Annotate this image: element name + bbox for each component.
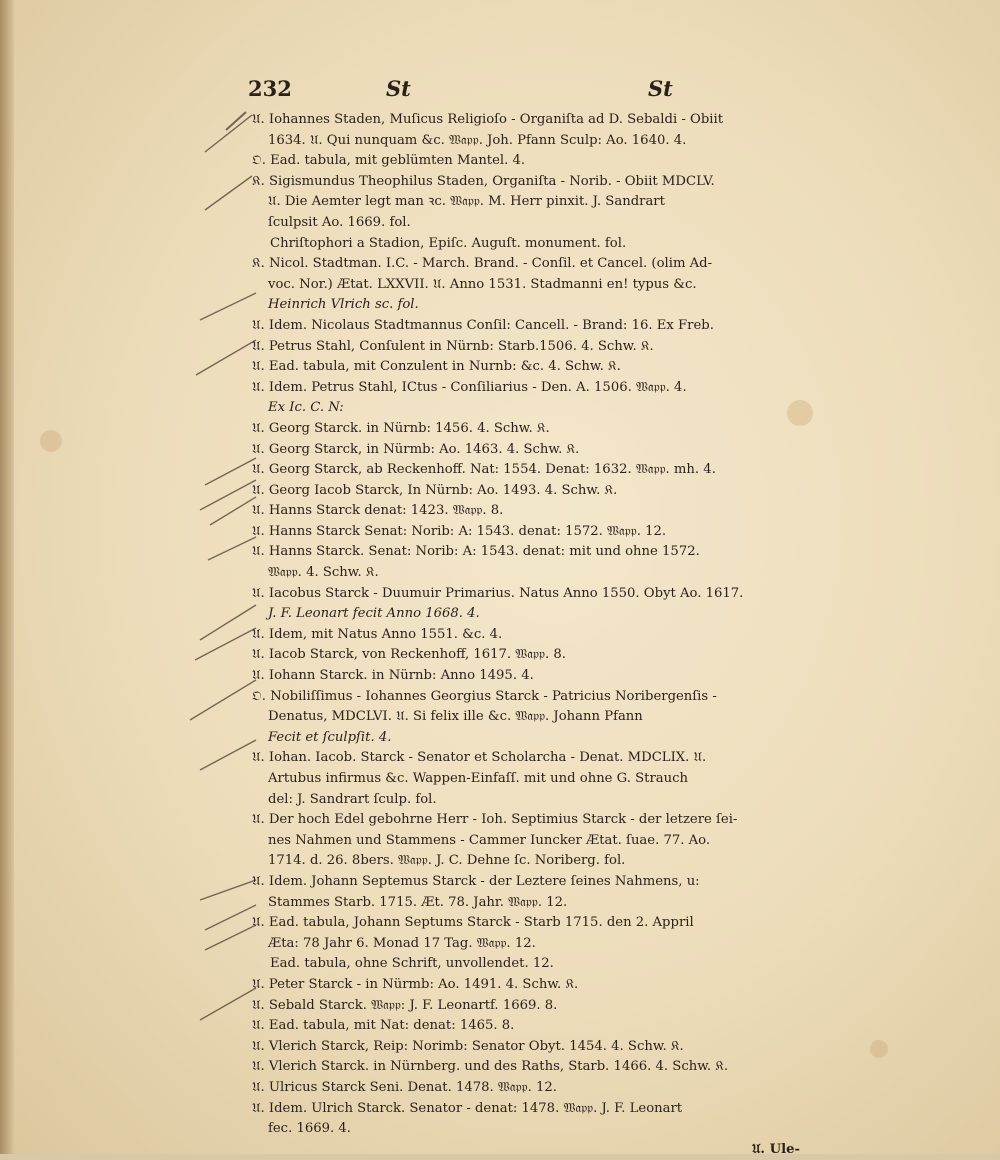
- page-number: 232: [248, 76, 292, 101]
- text-line: 𝔘. Iacob Starck, von Reckenhoff, 1617. 𝔚𝔞𝔭𝔭. 8.: [252, 647, 566, 663]
- text-line: 1714. d. 26. 8bers. 𝔚𝔞𝔭𝔭. J. C. Dehne ſc. Noriberg. fol.: [268, 853, 626, 869]
- text-line: fec. 1669. 4.: [268, 1121, 351, 1137]
- text-line: 𝔘. Idem, mit Natus Anno 1551. &c. 4.: [252, 626, 503, 642]
- text-line: 𝔘. Vlerich Starck. in Nürnberg. und des Raths, Starb. 1466. 4. Schw. 𝔎.: [252, 1059, 729, 1075]
- running-head-right: St: [648, 76, 673, 101]
- text-line: ſculpsit Ao. 1669. fol.: [268, 214, 411, 230]
- running-head-left: St: [386, 76, 411, 101]
- text-line: del: J. Sandrart ſculp. fol.: [268, 791, 437, 807]
- text-line: 𝔘. Hanns Starck. Senat: Norib: A: 1543. denat: mit und ohne 1572.: [252, 544, 700, 560]
- text-line: 𝔘. Ulricus Starck Seni. Denat. 1478. 𝔚𝔞𝔭𝔭. 12.: [252, 1079, 557, 1095]
- stain: [40, 430, 62, 452]
- catchword: 𝔘. Ule-: [751, 1141, 800, 1157]
- text-line: 𝔘. Ead. tabula, mit Conzulent in Nurnb: &c. 4. Schw. 𝔎.: [252, 359, 621, 375]
- text-line: 𝔘. Hanns Starck denat: 1423. 𝔚𝔞𝔭𝔭. 8.: [252, 503, 504, 519]
- text-line: 𝔘. Georg Starck, ab Reckenhoff. Nat: 1554. Denat: 1632. 𝔚𝔞𝔭𝔭. mh. 4.: [252, 462, 716, 478]
- text-line: 𝔘. Ead. tabula, mit Nat: denat: 1465. 8.: [252, 1018, 515, 1034]
- text-line: 𝔘. Iohan. Iacob. Starck - Senator et Scholarcha - Denat. MDCLIX. 𝔘.: [252, 750, 707, 766]
- text-line: 𝔘. Idem. Nicolaus Stadtmannus Conſil: Cancell. - Brand: 16. Ex Freb.: [252, 317, 714, 333]
- text-line: 𝔘. Der hoch Edel gebohrne Herr - Ioh. Septimius Starck - der letzere ſei-: [252, 812, 738, 828]
- text-line: 𝔎. Nicol. Stadtman. I.C. - March. Brand. - Conſil. et Cancel. (olim Ad-: [252, 256, 713, 272]
- text-line: 𝔘. Idem. Johann Septemus Starck - der Leztere ſeines Nahmens, u:: [252, 873, 700, 889]
- page-left-edge: [0, 0, 14, 1154]
- catalog-entries: [252, 110, 812, 1160]
- page-header: [248, 76, 808, 102]
- text-line: 𝔒. Nobiliſſimus - Iohannes Georgius Starck - Patricius Noribergenſis -: [252, 688, 717, 704]
- stain: [870, 1040, 888, 1058]
- text-line: nes Nahmen und Stammens - Cammer Iuncker Ætat. ſuae. 77. Ao.: [268, 832, 711, 848]
- text-line: Heinrich Vlrich sc. fol.: [268, 297, 419, 313]
- text-line: Artubus infirmus &c. Wappen-Einfaſſ. mit und ohne G. Strauch: [268, 771, 689, 786]
- text-line: 𝔘. Ead. tabula, Johann Septums Starck - Starb 1715. den 2. Appril: [252, 915, 694, 931]
- text-line: 𝔚𝔞𝔭𝔭. 4. Schw. 𝔎.: [268, 565, 379, 581]
- text-line: 𝔘. Petrus Stahl, Conſulent in Nürnb: Starb.1506. 4. Schw. 𝔎.: [252, 338, 654, 354]
- text-line: 𝔘. Hanns Starck Senat: Norib: A: 1543. denat: 1572. 𝔚𝔞𝔭𝔭. 12.: [252, 523, 667, 539]
- text-line: Chriſtophori a Stadion, Epiſc. Auguſt. monument. fol.: [270, 235, 627, 251]
- text-line: 𝔘. Idem. Petrus Stahl, ICtus - Conſiliarius - Den. A. 1506. 𝔚𝔞𝔭𝔭. 4.: [252, 379, 687, 395]
- text-line: J. F. Leonart fecit Anno 1668. 4.: [268, 606, 480, 622]
- text-line: 𝔘. Georg Starck. in Nürnb: 1456. 4. Schw. 𝔎.: [252, 420, 550, 436]
- text-line: Ead. tabula, ohne Schrift, unvollendet. 12.: [270, 956, 554, 972]
- text-line: 𝔘. Idem. Ulrich Starck. Senator - denat: 1478. 𝔚𝔞𝔭𝔭. J. F. Leonart: [252, 1100, 683, 1116]
- text-line: 𝔘. Vlerich Starck, Reip: Norimb: Senator Obyt. 1454. 4. Schw. 𝔎.: [252, 1038, 684, 1054]
- text-line: voc. Nor.) Ætat. LXXVII. 𝔘. Anno 1531. Stadmanni en! typus &c.: [268, 276, 697, 292]
- text-line: 𝔘. Peter Starck - in Nürmb: Ao. 1491. 4. Schw. 𝔎.: [252, 976, 579, 992]
- text-line: 𝔘. Die Aemter legt man ꝛc. 𝔚𝔞𝔭𝔭. M. Herr pinxit. J. Sandrart: [268, 194, 665, 210]
- text-line: Stammes Starb. 1715. Æt. 78. Jahr. 𝔚𝔞𝔭𝔭. 12.: [268, 894, 568, 910]
- text-line: 𝔘. Georg Starck, in Nürmb: Ao. 1463. 4. Schw. 𝔎.: [252, 441, 580, 457]
- text-line: Fecit et ſculpſit. 4.: [268, 729, 392, 745]
- text-line: Æta: 78 Jahr 6. Monad 17 Tag. 𝔚𝔞𝔭𝔭. 12.: [268, 935, 536, 951]
- text-line: 𝔘. Sebald Starck. 𝔚𝔞𝔭𝔭: J. F. Leonartf. 1669. 8.: [252, 997, 558, 1013]
- text-line: 𝔎. Sigismundus Theophilus Staden, Organiſta - Norib. - Obiit MDCLV.: [252, 173, 715, 189]
- text-line: 𝔘. Iacobus Starck - Duumuir Primarius. Natus Anno 1550. Obyt Ao. 1617.: [252, 585, 744, 601]
- text-line: 1634. 𝔘. Qui nunquam &c. 𝔚𝔞𝔭𝔭. Joh. Pfann Sculp: Ao. 1640. 4.: [268, 132, 687, 148]
- text-line: 𝔘. Iohannes Staden, Muſicus Religioſo - Organiſta ad D. Sebaldi - Obiit: [252, 112, 723, 127]
- text-line: 𝔘. Georg Iacob Starck, In Nürnb: Ao. 1493. 4. Schw. 𝔎.: [252, 482, 618, 498]
- text-line: Denatus, MDCLVI. 𝔘. Si felix ille &c. 𝔚𝔞𝔭𝔭. Johann Pfann: [268, 709, 643, 725]
- text-line: Ex Ic. C. N:: [268, 400, 344, 416]
- text-line: 𝔒. Ead. tabula, mit geblümten Mantel. 4.: [252, 153, 526, 169]
- text-line: 𝔘. Iohann Starck. in Nürnb: Anno 1495. 4.: [252, 668, 534, 684]
